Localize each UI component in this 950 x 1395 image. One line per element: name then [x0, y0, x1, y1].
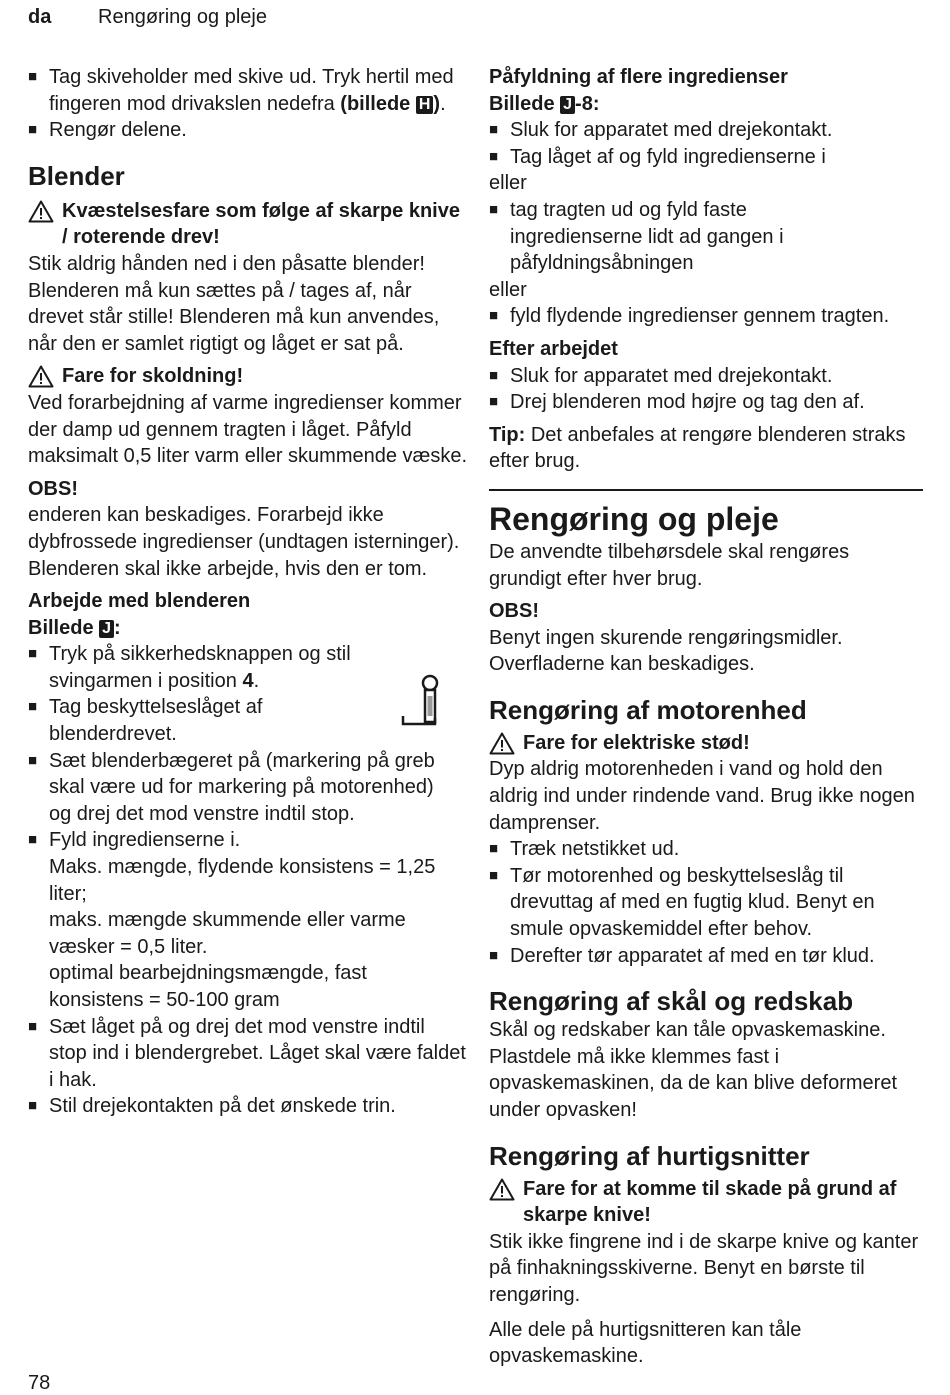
subsection-title-work: Arbejde med blenderen [28, 590, 251, 613]
figure-reference: Billede J : [28, 616, 121, 639]
left-column [28, 64, 468, 1120]
bullet-icon: ■ [489, 366, 499, 384]
warning-triangle-icon [28, 365, 54, 396]
bullet-icon: ■ [28, 68, 38, 85]
subsection-title-fill: Påfyldning af flere ingredienser [489, 66, 788, 88]
bullet-icon: ■ [489, 307, 499, 325]
warning-electric: Fare for elektriske stød! [489, 730, 923, 757]
page-number: 78 [28, 1372, 51, 1394]
warning-text: Ved forarbejdning af varme ingredienser kommer der damp ud gennem tragten i låget. Påfyld maksimalt 0,5 liter varm eller skummende væske. [28, 391, 468, 468]
warning-text: Stik aldrig hånden ned i den påsatte blender! Blenderen må kun sættes på / tages af, når drevet står stille! Blenderen må kun anvendes, når den er samlet rigtigt og låget er sat på. [28, 252, 440, 355]
bullet-icon: ■ [28, 121, 38, 139]
list-item: ■ Sluk for apparatet med drejekontakt. [489, 117, 923, 144]
list-item: ■ Tag låget af og fyld ingredienserne i [489, 144, 923, 171]
warning-sharp-knives: Fare for at komme til skade på grund af skarpe knive! [489, 1176, 923, 1229]
page-header [28, 6, 267, 29]
bullet-icon: ■ [489, 147, 499, 165]
warning-scald: Fare for skoldning! [28, 363, 468, 390]
cleaning-text: De anvendte tilbehørsdele skal rengøres grundigt efter hver brug. [489, 540, 850, 590]
bullet-icon: ■ [489, 946, 499, 964]
bowl-text: Skål og redskaber kan tåle opvaskemaskine. Plastdele må ikke klemmes fast i opvaskemaskinen, da de kan blive deformeret under opvasken! [489, 1019, 898, 1121]
warning-triangle-icon [489, 732, 515, 763]
tip-text: Tip: Det anbefales at rengøre blenderen straks efter brug. [489, 423, 906, 473]
list-item: ■ Træk netstikket ud. [489, 836, 923, 863]
section-title-motor: Rengøring af motorenhed [489, 694, 807, 725]
list-item: ■ Rengør delene. [28, 117, 468, 144]
bullet-icon: ■ [489, 840, 499, 858]
list-item: ■ Derefter tør apparatet af med en tør klud. [489, 943, 923, 970]
bullet-icon: ■ [489, 866, 499, 884]
list-item: ■ Sæt blenderbægeret på (markering på greb skal være ud for markering på motorenhed) og drej det mod venstre indtil stop. [28, 749, 435, 825]
header-title: Rengøring og pleje [98, 6, 267, 28]
section-title-quick-cutter: Rengøring af hurtigsnitter [489, 1140, 810, 1171]
right-column [489, 64, 923, 1370]
obs-label: OBS! [28, 477, 78, 500]
warning-text: Dyp aldrig motorenheden i vand og hold den aldrig ind under rindende vand. Brug ikke nogen damprenser. [489, 758, 915, 834]
or-text: eller [489, 172, 527, 195]
list-item: ■ Sluk for apparatet med drejekontakt. [489, 363, 923, 390]
list-item: ■ Tryk på sikkerhedsknappen og stil svingarmen i position 4. [28, 643, 351, 692]
section-title-cleaning: Rengøring og pleje [489, 500, 779, 537]
list-item: ■ Tag beskyttelseslåget af blenderdrevet. [28, 696, 263, 746]
list-item: ■ tag tragten ud og fyld faste ingredienserne lidt ad gangen i påfyldningsåbningen [489, 198, 784, 275]
obs-text: Benyt ingen skurende rengøringsmidler. Overfladerne kan beskadiges. [489, 626, 843, 676]
language-code: da [28, 6, 52, 28]
section-title-bowl: Rengøring af skål og redskab [489, 986, 854, 1017]
bullet-icon: ■ [28, 751, 38, 769]
section-title-blender: Blender [28, 160, 125, 191]
obs-label: OBS! [489, 600, 539, 623]
list-item: ■ Stil drejekontakten på det ønskede trin. [28, 1093, 468, 1120]
bullet-icon: ■ [28, 698, 38, 716]
bullet-icon: ■ [28, 1097, 38, 1115]
figure-key-badge: J [99, 620, 114, 638]
list-item: ■ Drej blenderen mod højre og tag den af. [489, 389, 923, 416]
figure-reference: Billede J -8: [489, 92, 600, 115]
section-divider [489, 489, 923, 491]
bullet-icon: ■ [489, 393, 499, 411]
or-text: eller [489, 278, 527, 301]
bullet-icon: ■ [489, 200, 499, 218]
bullet-icon: ■ [489, 121, 499, 139]
bullet-icon: ■ [28, 1017, 38, 1035]
subsection-title-after: Efter arbejdet [489, 337, 618, 360]
list-item: ■ fyld flydende ingredienser gennem tragten. [489, 303, 923, 330]
list-item: ■ Sæt låget på og drej det mod venstre indtil stop ind i blendergrebet. Låget skal være faldet i hak. [28, 1015, 466, 1091]
bullet-icon: ■ [28, 831, 38, 849]
list-item: ■ Tør motorenhed og beskyttelseslåg til drevuttag af med en fugtig klud. Benyt en smule opvaskemiddel efter behov. [489, 864, 875, 941]
quick-cutter-text: Alle dele på hurtigsnitteren kan tåle opvaskemaskine. [489, 1318, 802, 1368]
figure-key-badge: J [560, 96, 575, 114]
bullet-icon: ■ [28, 645, 38, 663]
list-item: ■ Fyld ingredienserne i. Maks. mængde, flydende konsistens = 1,25 liter; maks. mængde skummende eller varme væsker = 0,5 liter. optimal bearbejdningsmængde, fast konsistens = 50-100 gram [28, 829, 436, 1011]
warning-triangle-icon [28, 200, 54, 231]
list-item: ■ Tag skiveholder med skive ud. Tryk hertil med fingeren mod drivakslen nedefra (billede H ). [28, 66, 454, 115]
warning-text: Stik ikke fingrene ind i de skarpe knive og kanter på finhakningsskiverne. Benyt en børste til rengøring. [489, 1230, 919, 1306]
warning-injury: Kvæstelsesfare som følge af skarpe knive / roterende drev! [28, 198, 468, 251]
figure-key-badge: H [416, 96, 434, 114]
swing-arm-position-icon [372, 674, 442, 739]
warning-triangle-icon [489, 1178, 515, 1209]
obs-text: enderen kan beskadiges. Forarbejd ikke dybfrossede ingredienser (undtagen isterninger). Blenderen skal ikke arbejde, hvis den er tom. [28, 504, 460, 580]
